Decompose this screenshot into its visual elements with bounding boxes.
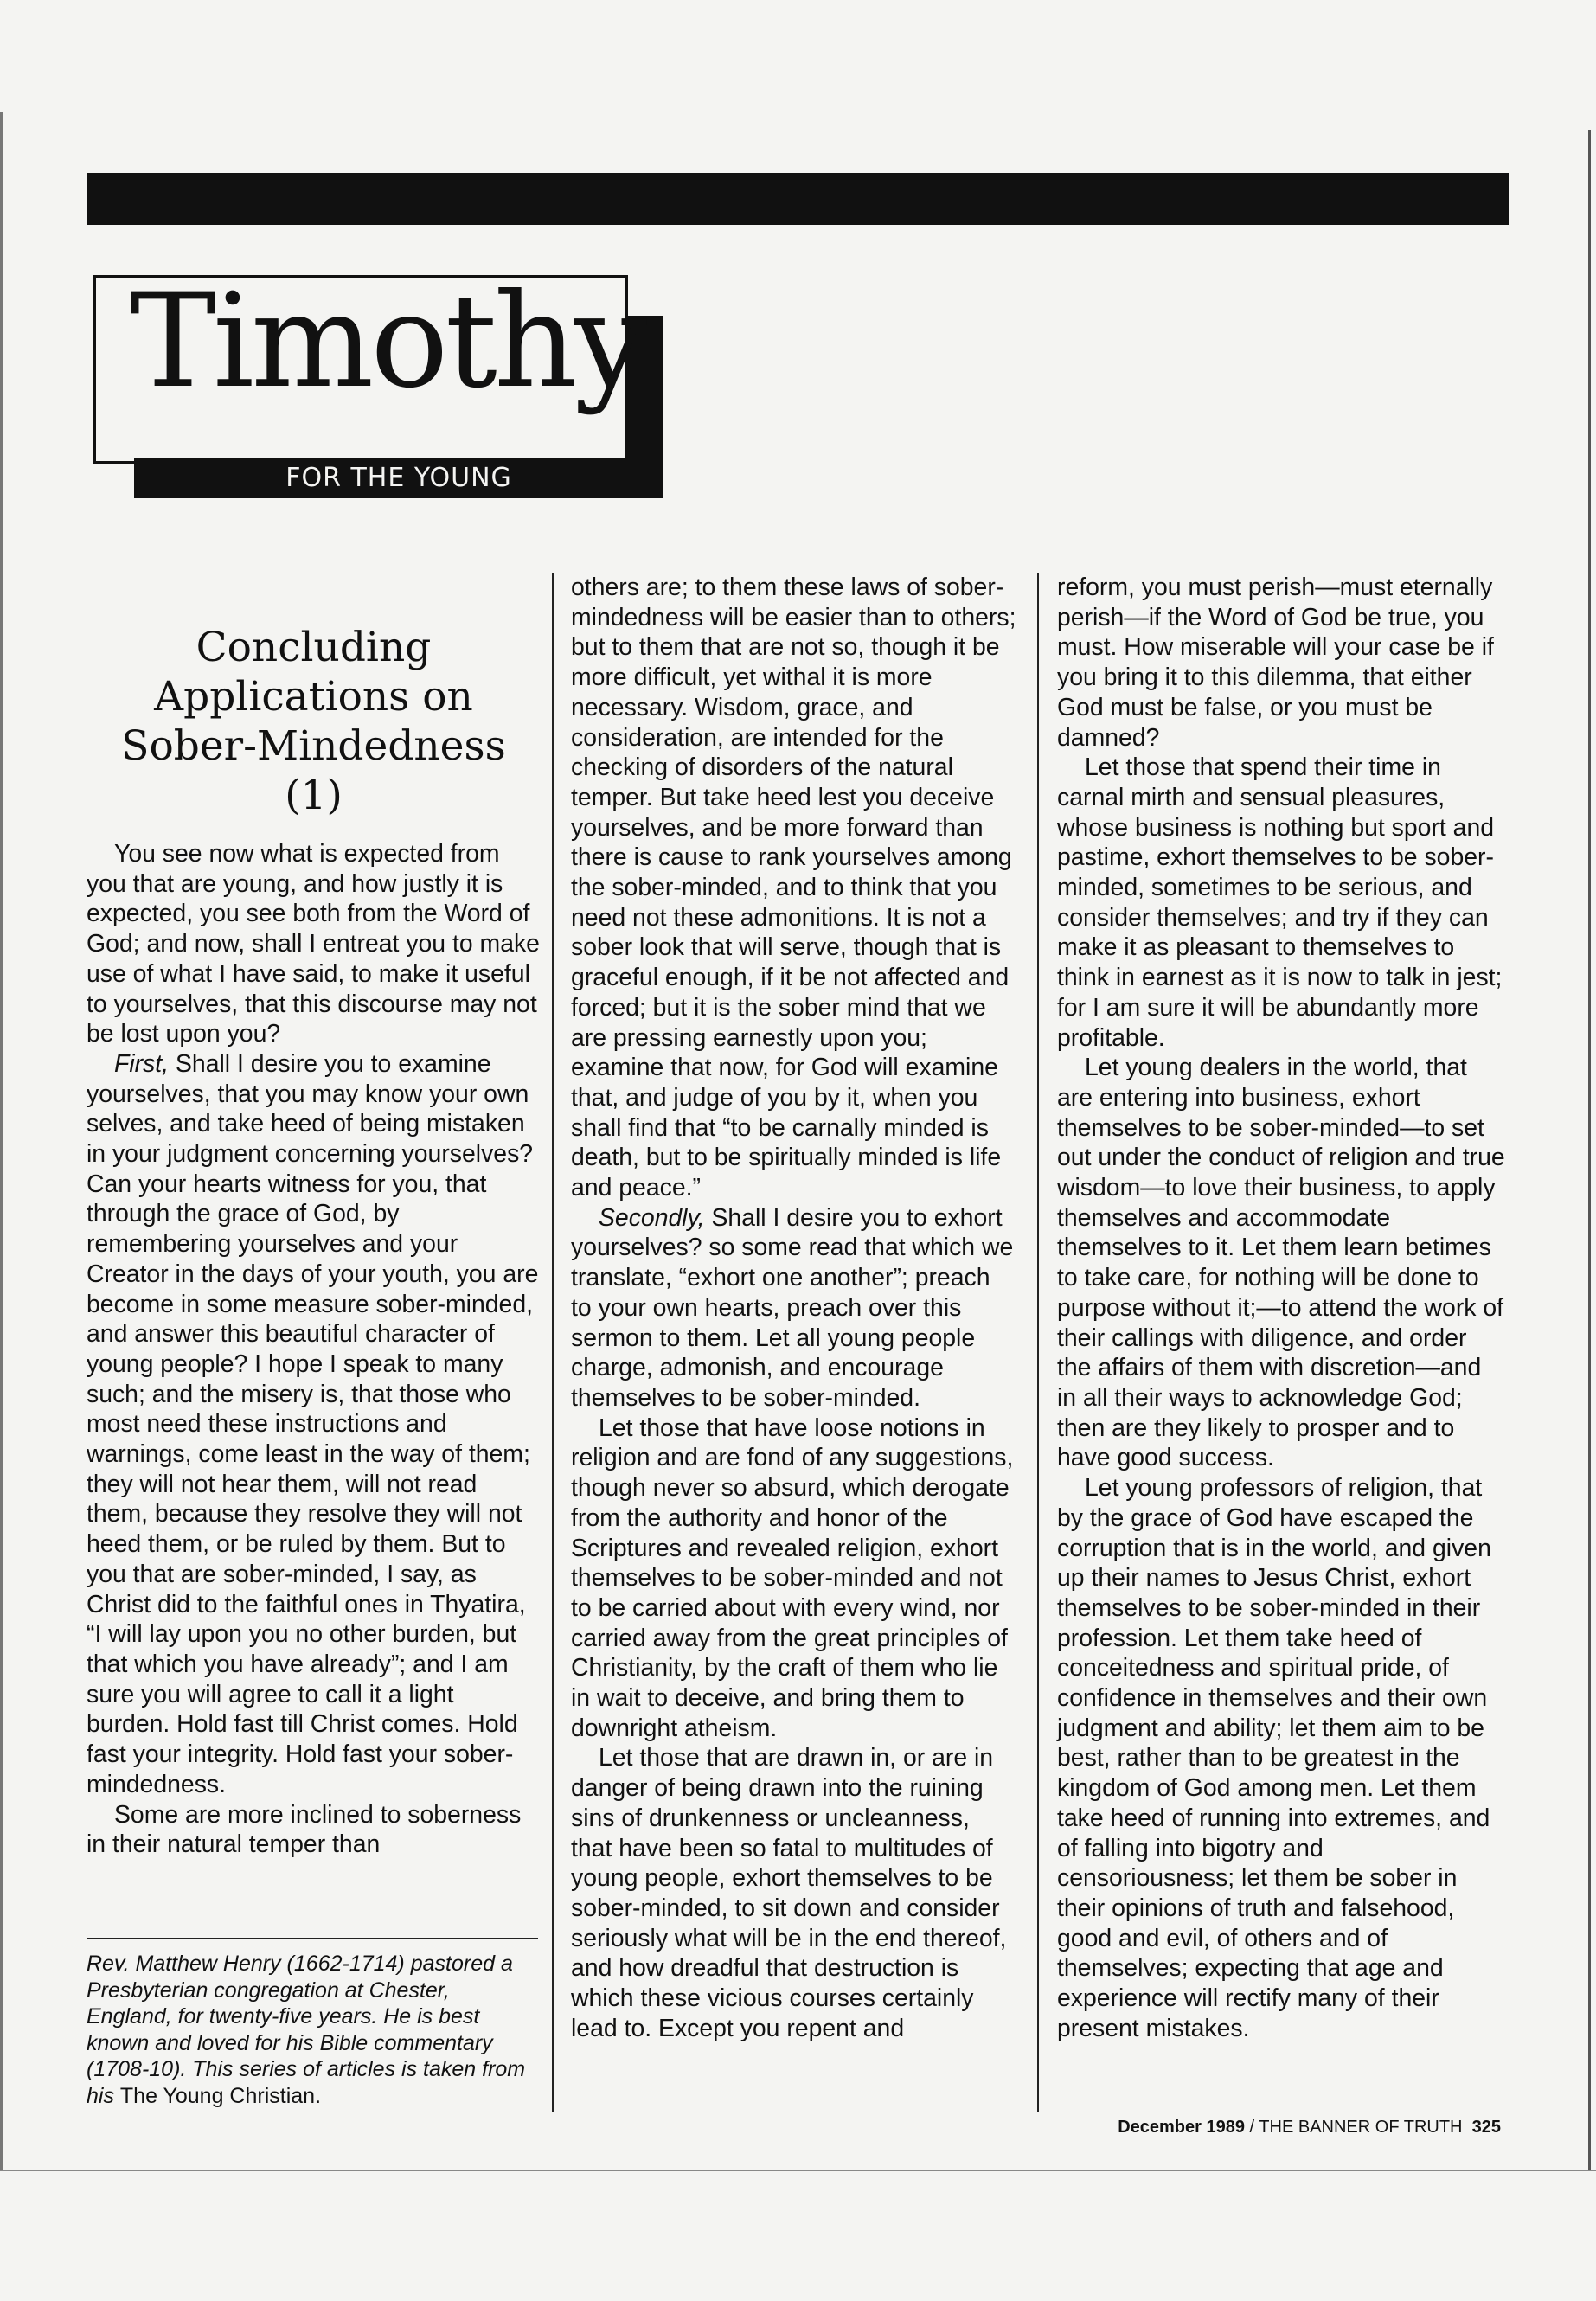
paragraph <box>87 1049 541 1800</box>
header-black-bar <box>87 173 1509 225</box>
page-number: 325 <box>1471 2118 1501 2137</box>
article-title: Concluding Applications on Sober-Mindedness (1) <box>121 624 506 819</box>
paragraph: Let those that spend their time in carnal mirth and sensual pleasures, whose business is nothing but sport and pastime, exhort themselves to be sober-minded, sometimes to be serious, and consider themselves; and try if they can make it as pleasant to themselves to think in earnest as it is now to talk in jest; for I am sure it will be abundantly more profitable. <box>1057 753 1503 1052</box>
paragraph: Let those that are drawn in, or are in danger of being drawn into the ruining sins of drunkenness or uncleanness, that have been so fatal to multitudes of young people, exhort themselves to be sober-minded, to sit down and consider seriously what will be in the end thereof, and how dreadful that destruction is which these vicious courses certainly lead to. Except you repent and <box>571 1744 1007 2042</box>
paragraph: You see now what is expected from you that are young, and how justly it is expected, you see both from the Word of God; and now, shall I entreat you to make use of what I have said, to make it useful to yourselves, that this discourse may not be lost upon you? <box>87 840 540 1048</box>
publication-name: / THE BANNER OF TRUTH <box>1244 2118 1463 2137</box>
paragraph: Let young professors of religion, that by the grace of God have escaped the corruption that is in the world, and given up their names to Jesus Christ, exhort themselves to be sober-minded in their profession. Let them take heed of conceitedness and spiritual pride, of confidence in themselves and their own judgment and ability; let them aim to be best, rather than to be greatest in the kingdom of God among men. Let them take heed of running into extremes, and of falling into bigotry and censoriousness; let them be sober in their opinions of truth and falsehood, good and evil, of others and of themselves; expecting that age and experience will rectify many of their present mistakes. <box>1057 1474 1491 2042</box>
column-divider <box>1037 573 1039 2112</box>
bio-text: Rev. Matthew Henry (1662-1714) pastored a Presbyterian congregation at Chester, England, for twenty-five years. He is best known and loved for his Bible commentary (1708-10). This series of articles is taken from his <box>87 1952 526 2108</box>
issue-date: December 1989 <box>1118 2118 1245 2137</box>
author-bio <box>87 1951 541 2109</box>
paragraph <box>571 1203 1016 1413</box>
article-column-2 <box>571 573 1016 2043</box>
bio-divider <box>87 1938 538 1939</box>
page-footer <box>1118 2118 1501 2138</box>
scan-edge-right <box>1588 130 1591 2171</box>
scan-edge-bottom <box>0 2170 1596 2171</box>
column-title: Timothy <box>130 266 644 417</box>
paragraph-lead: Secondly, <box>599 1203 705 1232</box>
article-column-3 <box>1057 573 1507 2043</box>
scan-edge-left <box>0 112 3 2171</box>
paragraph: others are; to them these laws of sober-mindedness will be easier than to others; but to them that are not so, though it be more difficult, yet withal it is more necessary. Wisdom, grace, and consideration, are intended for the checking of disorders of the natural temper. But take heed lest you deceive yourselves, and be more forward than there is cause to rank yourselves among the sober-minded, and to think that you need not these admonitions. It is not a sober look that will serve, though that is graceful enough, if it be not affected and forced; but it is the sober mind that we are pressing earnestly upon you; examine that now, for God will examine that, and judge of you by it, when you shall find that “to be carnally minded is death, but to be spiritually minded is life and peace.” <box>571 574 1016 1202</box>
paragraph: Let those that have loose notions in religion and are fond of any suggestions, though never so absurd, which derogate from the authority and honor of the Scriptures and revealed religion, exhort themselves to be sober-minded and not to be carried about with every wind, nor carried away from the great principles of Christianity, by the craft of them who lie in wait to deceive, and bring them to downright atheism. <box>571 1413 1014 1742</box>
paragraph: reform, you must perish—must eternally perish—if the Word of God be true, you must. How miserable will your case be if you bring it to this dilemma, that either God must be false, or you must be damned? <box>1057 574 1494 752</box>
book-title: The Young Christian. <box>119 2083 322 2108</box>
column-subtitle: FOR THE YOUNG <box>134 458 663 498</box>
paragraph-lead: First, <box>114 1049 170 1078</box>
column-divider <box>552 573 554 2112</box>
paragraph: Let young dealers in the world, that are entering into business, exhort themselves to be sober-minded—to set out under the conduct of religion and true wisdom—to love their business, to apply themselves and accommodate themselves to it. Let them learn betimes to take care, for nothing will be done to purpose without it;—to attend the work of their callings with diligence, and order the affairs of them with discretion—and in all their ways to acknowledge God; then are they likely to prosper and to have good success. <box>1057 1054 1505 1472</box>
article-column-1 <box>87 839 541 1860</box>
paragraph-text: Shall I desire you to exhort yourselves? so some read that which we translate, “exhort one another”; preach to your own hearts, preach over this sermon to them. Let all young people charge, admonish, and encourage themselves to be sober-minded. <box>571 1203 1014 1412</box>
paragraph: Some are more inclined to soberness in their natural temper than <box>87 1800 522 1859</box>
paragraph-text: Shall I desire you to examine yourselves, that you may know your own selves, and take heed of being mistaken in your judgment concerning yourselves? Can your hearts witness for you, that through the grace of God, by remembering yourselves and your Creator in the days of your youth, you are become in some measure sober-minded, and answer this beautiful character of young people? I hope I speak to many such; and the misery is, that those who most need these instructions and warnings, come least in the way of them; they will not hear them, will not read them, because they resolve they will not heed them, or be ruled by them. But to you that are sober-minded, I say, as Christ did to the faithful ones in Thyatira, “I will lay upon you no other burden, but that which you have already”; and I am sure you will agree to call it a light burden. Hold fast till Christ comes. Hold fast your integrity. Hold fast your sober-mindedness. <box>87 1049 539 1798</box>
